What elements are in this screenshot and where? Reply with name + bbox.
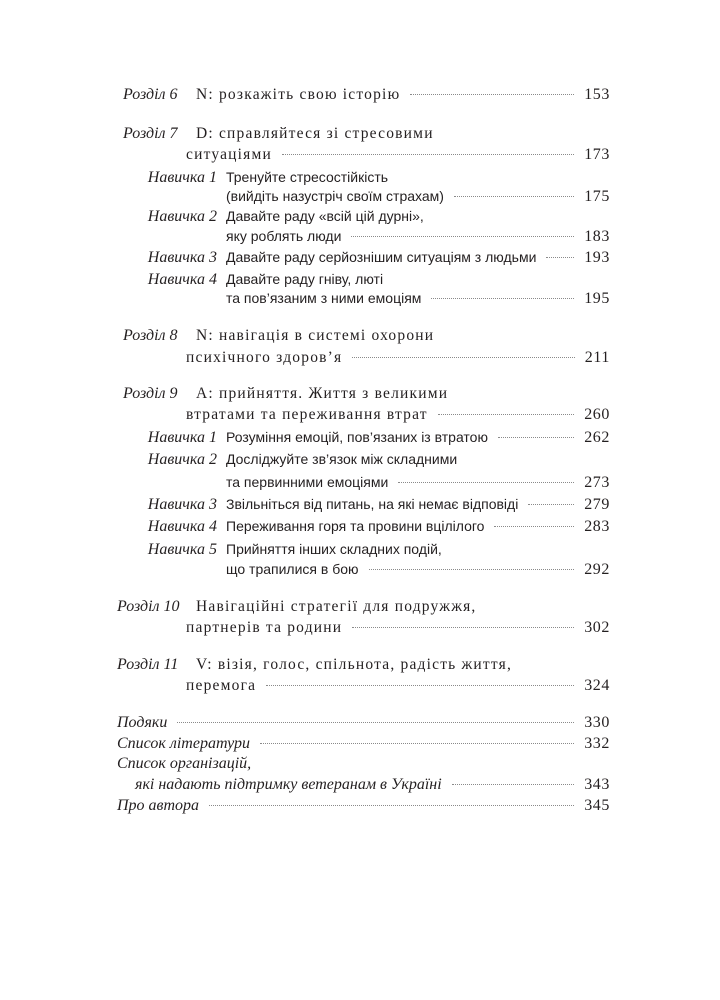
- skill-label: Навичка 1: [147, 429, 217, 446]
- toc-entry-skill-9-1[interactable]: [130, 429, 610, 447]
- toc-entry-skill-7-1-cont[interactable]: [226, 188, 610, 206]
- page-number: 343: [584, 776, 610, 793]
- chapter-label: Розділ 7: [123, 125, 178, 142]
- chapter-title-cont: втратами та переживання втрат: [186, 406, 428, 423]
- skill-label: Навичка 5: [147, 541, 217, 558]
- page-number: 292: [584, 561, 610, 578]
- toc-entry-chapter-10[interactable]: [117, 598, 477, 616]
- page-number: 345: [584, 797, 610, 814]
- toc-entry-chapter-11[interactable]: [117, 656, 512, 674]
- dot-leader: [352, 357, 574, 358]
- toc-entry-skill-7-3[interactable]: [130, 249, 610, 267]
- toc-entry-chapter-6[interactable]: [123, 86, 610, 104]
- toc-entry-chapter-8[interactable]: [123, 327, 434, 345]
- toc-entry-chapter-7[interactable]: [123, 125, 434, 143]
- dot-leader: [410, 94, 574, 95]
- chapter-title-cont: партнерів та родини: [186, 619, 343, 636]
- toc-entry-bibliography[interactable]: [117, 735, 610, 753]
- page-number: 175: [584, 188, 610, 205]
- skill-label: Навичка 4: [147, 271, 217, 288]
- skill-title: Розуміння емоцій, пов’язаних із втратою: [226, 429, 488, 445]
- skill-label: Навичка 2: [147, 451, 217, 468]
- dot-leader: [398, 482, 574, 483]
- toc-entry-skill-9-5[interactable]: [130, 541, 442, 559]
- chapter-title: V: візія, голос, спільнота, радість життя,: [196, 656, 513, 673]
- chapter-label: Розділ 8: [123, 327, 178, 344]
- toc-entry-chapter-9[interactable]: [123, 385, 448, 403]
- backmatter-title-cont: які надають підтримку ветеранам в Україні: [135, 776, 442, 793]
- skill-title: Давайте раду «всій цій дурні»,: [226, 208, 424, 224]
- backmatter-title: Про автора: [117, 797, 200, 814]
- chapter-label: Розділ 9: [123, 385, 178, 402]
- chapter-label: Розділ 6: [123, 86, 178, 103]
- chapter-title: N: розкажіть свою історію: [196, 86, 401, 103]
- page-number: 260: [584, 406, 610, 423]
- toc-entry-skill-9-4[interactable]: [130, 518, 610, 536]
- page-number: 324: [584, 677, 610, 694]
- toc-entry-skill-9-3[interactable]: [130, 496, 610, 514]
- toc-entry-chapter-11-cont[interactable]: [186, 677, 610, 695]
- toc-entry-skill-7-2[interactable]: [130, 208, 424, 226]
- page-number: 262: [584, 429, 610, 446]
- toc-entry-skill-9-5-cont[interactable]: [226, 561, 610, 579]
- page-number: 211: [584, 349, 610, 366]
- backmatter-title: Список літератури: [117, 735, 250, 752]
- skill-title: Давайте раду гніву, люті: [226, 271, 384, 287]
- toc-entry-skill-7-1[interactable]: [130, 169, 388, 187]
- page-number: 283: [584, 518, 610, 535]
- skill-title: Досліджуйте зв’язок між складними: [226, 451, 458, 467]
- page-number: 273: [584, 474, 610, 491]
- dot-leader: [494, 526, 574, 527]
- skill-title: Тренуйте стресостійкість: [226, 169, 389, 185]
- dot-leader: [528, 504, 574, 505]
- skill-label: Навичка 4: [147, 518, 217, 535]
- toc-entry-organizations-cont[interactable]: [135, 776, 610, 794]
- toc-entry-chapter-9-cont[interactable]: [186, 406, 610, 424]
- toc-entry-skill-9-2[interactable]: [130, 451, 457, 469]
- skill-title: Звільніться від питань, на які немає відповіді: [226, 496, 519, 512]
- skill-title-cont: (вийдіть назустріч своїм страхам): [226, 188, 444, 204]
- dot-leader: [209, 805, 574, 806]
- chapter-title: D: справляйтеся зі стресовими: [196, 125, 434, 142]
- chapter-title-cont: психічного здоров’я: [186, 349, 343, 366]
- chapter-label: Розділ 10: [117, 598, 180, 615]
- dot-leader: [452, 784, 575, 785]
- toc-entry-about-author[interactable]: [117, 797, 610, 815]
- backmatter-title: Список організацій,: [117, 755, 252, 772]
- skill-label: Навичка 2: [147, 208, 217, 225]
- dot-leader: [352, 627, 574, 628]
- page-number: 183: [584, 228, 610, 245]
- chapter-title: N: навігація в системі охорони: [196, 327, 435, 344]
- chapter-title: Навігаційні стратегії для подружжя,: [196, 598, 477, 615]
- chapter-title: A: прийняття. Життя з великими: [196, 385, 449, 402]
- toc-entry-acknowledgements[interactable]: [117, 714, 610, 732]
- toc-entry-skill-7-4[interactable]: [130, 271, 383, 289]
- dot-leader: [260, 743, 574, 744]
- chapter-title-cont: перемога: [186, 677, 257, 694]
- skill-title: Давайте раду серйознішим ситуаціям з людьми: [226, 249, 537, 265]
- dot-leader: [438, 414, 574, 415]
- skill-label: Навичка 3: [147, 249, 217, 266]
- dot-leader: [454, 196, 574, 197]
- page-number: 195: [584, 290, 610, 307]
- dot-leader: [177, 722, 574, 723]
- dot-leader: [351, 236, 574, 237]
- dot-leader: [266, 685, 574, 686]
- page-number: 193: [584, 249, 610, 266]
- page-number: 173: [584, 146, 610, 163]
- chapter-title-cont: ситуаціями: [186, 146, 273, 163]
- skill-label: Навичка 3: [147, 496, 217, 513]
- toc-entry-skill-9-2-cont[interactable]: [226, 474, 610, 492]
- skill-title-cont: що трапилися в бою: [226, 561, 359, 577]
- skill-title: Прийняття інших складних подій,: [226, 541, 442, 557]
- toc-entry-skill-7-2-cont[interactable]: [226, 228, 610, 246]
- dot-leader: [498, 437, 574, 438]
- dot-leader: [369, 569, 575, 570]
- page-number: 279: [584, 496, 610, 513]
- page-number: 332: [584, 735, 610, 752]
- backmatter-title: Подяки: [117, 714, 168, 731]
- page-number: 302: [584, 619, 610, 636]
- skill-title-cont: та первинними емоціями: [226, 474, 389, 490]
- toc-entry-chapter-7-cont[interactable]: [186, 146, 610, 164]
- toc-entry-organizations[interactable]: [117, 755, 251, 773]
- page-number: 330: [584, 714, 610, 731]
- dot-leader: [431, 298, 574, 299]
- page-number: 153: [584, 86, 610, 103]
- dot-leader: [546, 257, 574, 258]
- toc-entry-chapter-10-cont[interactable]: [186, 619, 610, 637]
- dot-leader: [282, 154, 574, 155]
- toc-entry-skill-7-4-cont[interactable]: [226, 290, 610, 308]
- toc-entry-chapter-8-cont[interactable]: [186, 349, 610, 367]
- skill-title-cont: яку роблять люди: [226, 228, 342, 244]
- chapter-label: Розділ 11: [117, 656, 179, 673]
- skill-label: Навичка 1: [147, 169, 217, 186]
- skill-title: Переживання горя та провини вцілілого: [226, 518, 485, 534]
- skill-title-cont: та пов’язаним з ними емоціям: [226, 290, 422, 306]
